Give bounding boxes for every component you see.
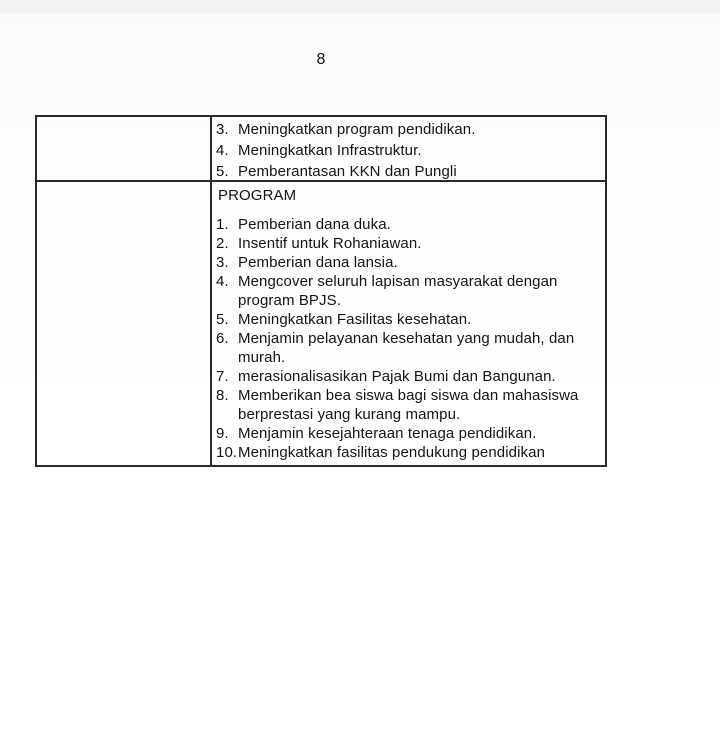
list-item	[216, 161, 601, 182]
list-item-text: Pemberantasan KKN dan Pungli	[238, 163, 457, 180]
table-cell-empty	[37, 182, 212, 465]
list-item-number: 1.	[216, 216, 229, 233]
list-item-text: Meningkatkan Fasilitas kesehatan.	[238, 311, 472, 328]
list-item	[216, 234, 601, 253]
list-item-number: 4.	[216, 142, 229, 159]
list-item-text: Meningkatkan Infrastruktur.	[238, 142, 422, 159]
numbered-list	[216, 119, 601, 182]
table-cell-empty	[37, 117, 212, 180]
list-item-text: Menjamin pelayanan kesehatan yang mudah, dan murah.	[238, 330, 575, 366]
list-item-text: Pemberian dana duka.	[238, 216, 391, 233]
list-item	[216, 386, 601, 424]
table-row	[37, 117, 605, 182]
list-item-number: 7.	[216, 368, 229, 385]
list-item-text: Mengcover seluruh lapisan masyarakat dengan program BPJS.	[238, 273, 558, 309]
list-item	[216, 140, 601, 161]
page-number: 8	[316, 51, 326, 68]
list-item-text: Meningkatkan program pendidikan.	[238, 121, 476, 138]
program-table	[35, 115, 607, 467]
list-item-text: Menjamin kesejahteraan tenaga pendidikan.	[238, 425, 537, 442]
table-cell-content	[212, 117, 605, 180]
list-item	[216, 272, 601, 310]
list-item	[216, 424, 601, 443]
list-item-number: 9.	[216, 425, 229, 442]
list-item-number: 6.	[216, 330, 229, 347]
list-item-text: merasionalisasikan Pajak Bumi dan Bangunan.	[238, 368, 556, 385]
list-item-number: 8.	[216, 387, 229, 404]
list-item	[216, 253, 601, 272]
list-item	[216, 329, 601, 367]
list-item-number: 10.	[216, 444, 238, 461]
list-item-number: 3.	[216, 121, 229, 138]
list-item-number: 5.	[216, 163, 229, 180]
table-row	[37, 182, 605, 465]
list-item	[216, 367, 601, 386]
list-item	[216, 443, 601, 462]
list-item-number: 4.	[216, 273, 229, 290]
list-item-text: Insentif untuk Rohaniawan.	[238, 235, 422, 252]
list-item-number: 5.	[216, 311, 229, 328]
list-item-text: Memberikan bea siswa bagi siswa dan mahasiswa berprestasi yang kurang mampu.	[238, 387, 579, 423]
list-item	[216, 119, 601, 140]
table-cell-content	[212, 182, 605, 465]
list-item-text: Meningkatkan fasilitas pendukung pendidikan	[238, 444, 546, 461]
list-item-number: 3.	[216, 254, 229, 271]
list-item	[216, 215, 601, 234]
numbered-list	[216, 215, 601, 462]
scanner-edge-band	[0, 0, 720, 13]
list-item	[216, 310, 601, 329]
section-header: PROGRAM	[218, 187, 297, 204]
list-item-text: Pemberian dana lansia.	[238, 254, 398, 271]
list-item-number: 2.	[216, 235, 229, 252]
